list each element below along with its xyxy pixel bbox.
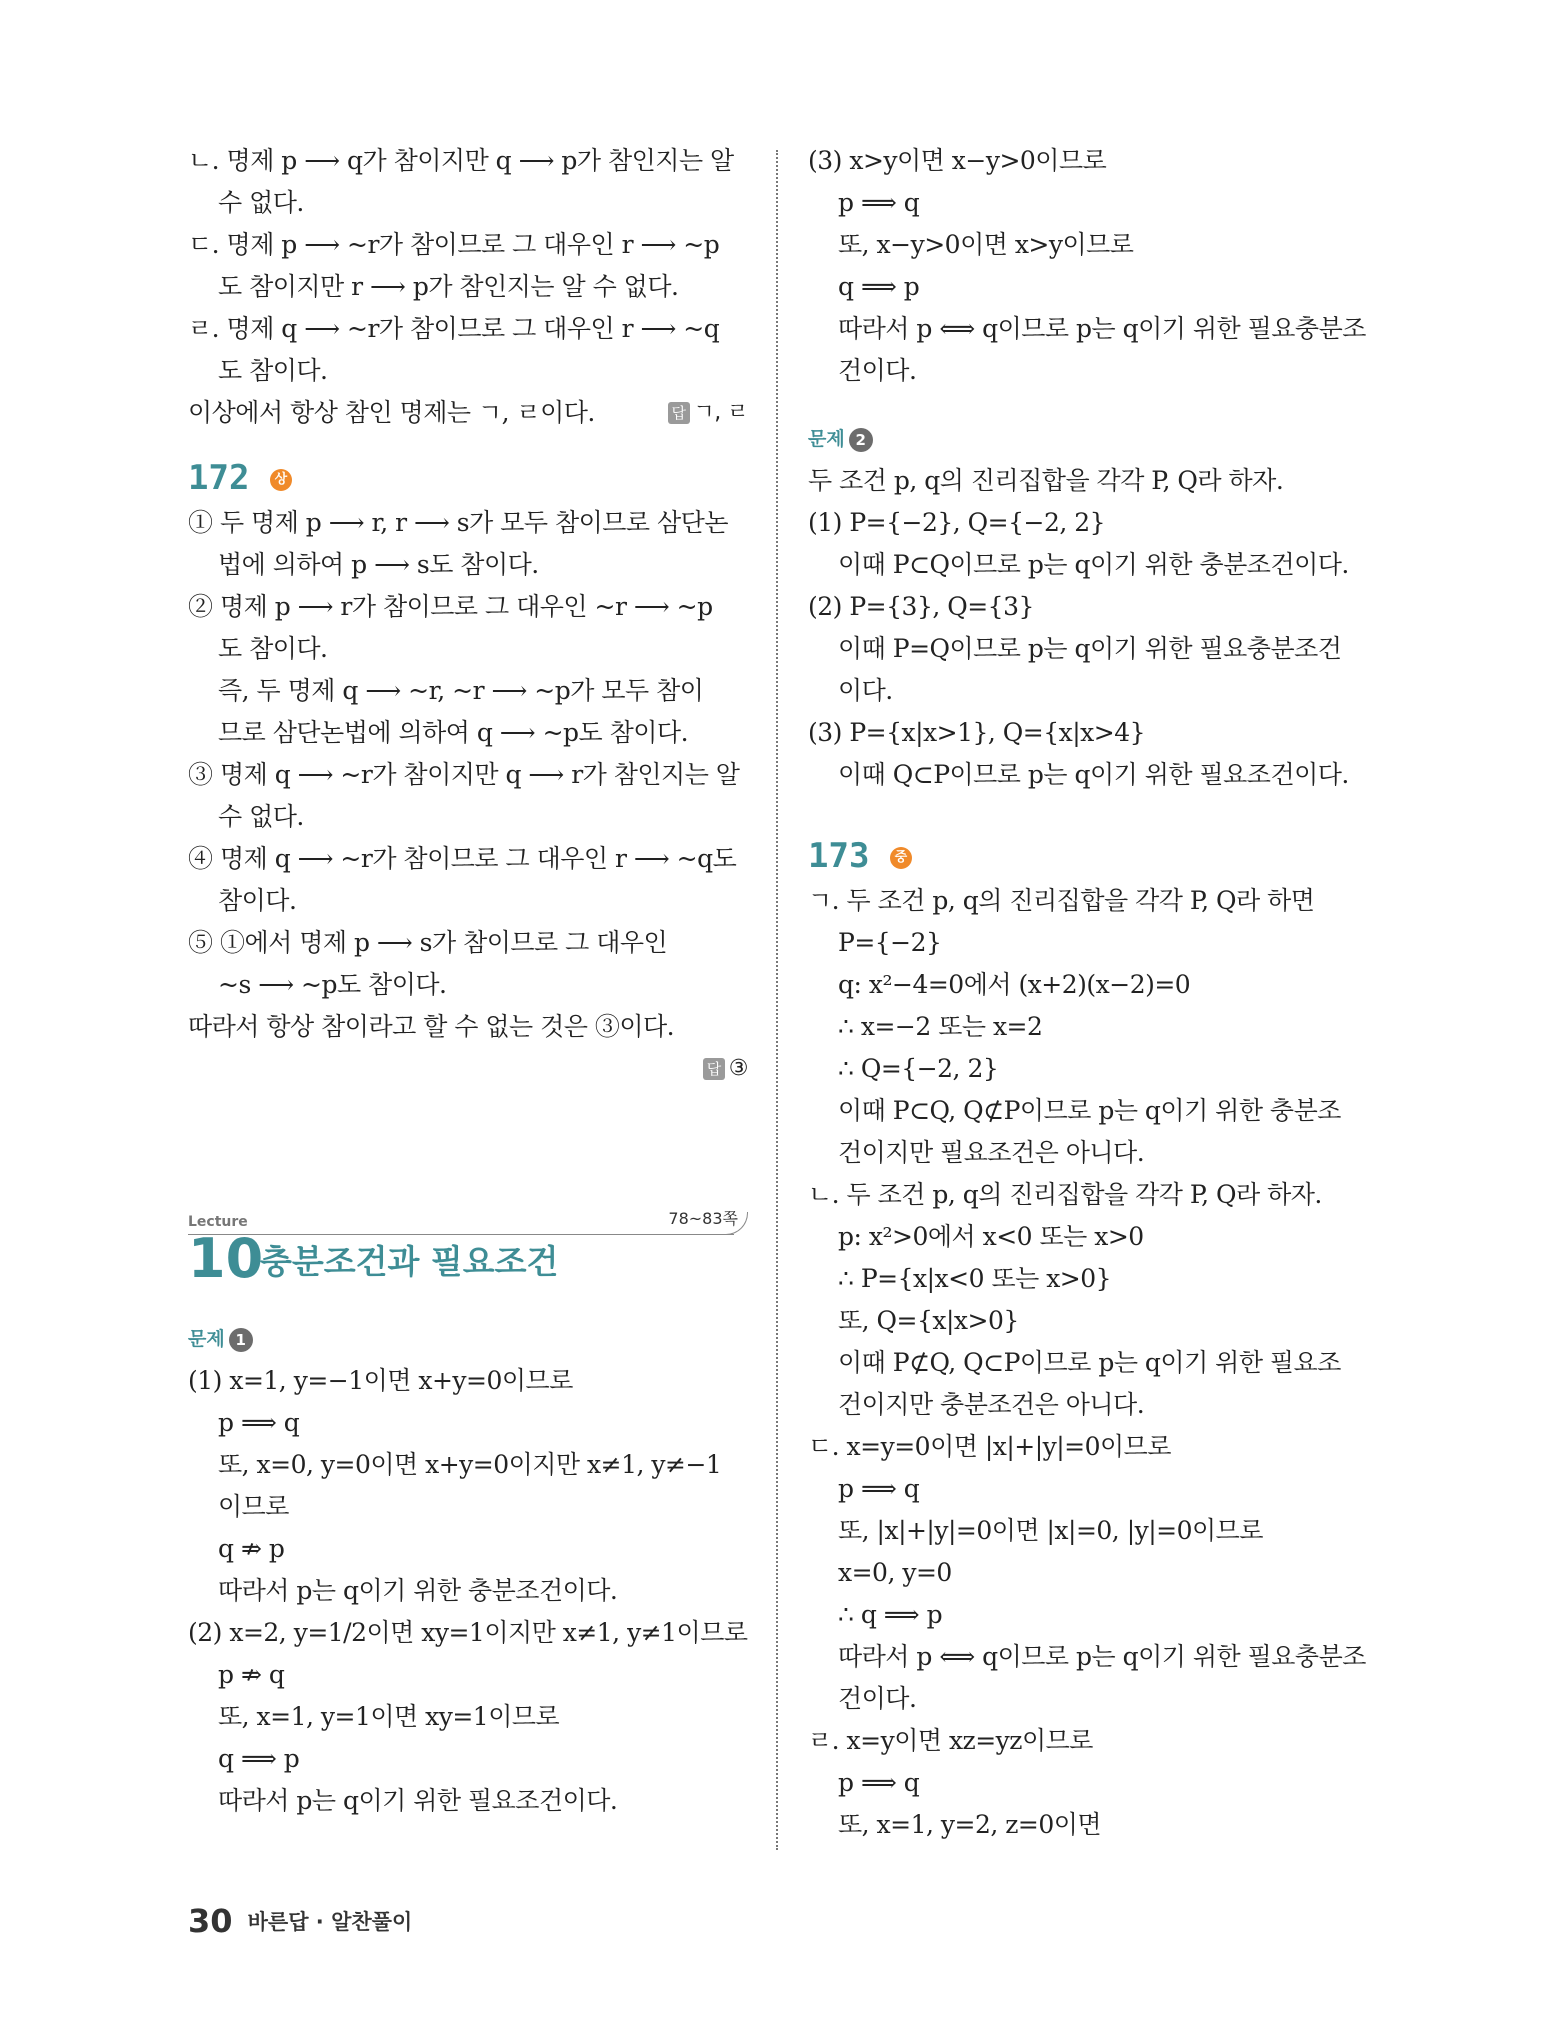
solution-line: 이때 Q⊂P이므로 p는 q이기 위한 필요조건이다. bbox=[838, 760, 1349, 789]
solution-line: 건이지만 필요조건은 아니다. bbox=[838, 1138, 1145, 1167]
solution-line: ㄱ. 두 조건 p, q의 진리집합을 각각 P, Q라 하면 bbox=[808, 886, 1315, 915]
left-column bbox=[188, 140, 748, 1822]
page-footer bbox=[188, 1902, 412, 1940]
solution-line: (2) P={3}, Q={3} bbox=[808, 592, 1034, 621]
solution-line: ∴ x=−2 또는 x=2 bbox=[838, 1012, 1043, 1041]
problem-2-heading: 문제 2 bbox=[808, 418, 1378, 460]
solution-line: ㄹ. 명제 q ⟶ ~r가 참이므로 그 대우인 r ⟶ ~q bbox=[188, 314, 720, 343]
difficulty-badge: 상 bbox=[270, 469, 292, 491]
solution-line: 즉, 두 명제 q ⟶ ~r, ~r ⟶ ~p가 모두 참이 bbox=[218, 676, 704, 705]
lecture-number: 10 bbox=[188, 1227, 264, 1290]
answer-box bbox=[703, 1048, 748, 1090]
solution-line: ③ 명제 q ⟶ ~r가 참이지만 q ⟶ r가 참인지는 알 bbox=[188, 760, 740, 789]
solution-line: p ⟹ q bbox=[838, 1474, 920, 1503]
solution-line: (1) x=1, y=−1이면 x+y=0이므로 bbox=[188, 1366, 573, 1395]
solution-line: 따라서 항상 참이라고 할 수 없는 것은 ③이다. bbox=[188, 1012, 675, 1041]
solution-line: 따라서 p ⟺ q이므로 p는 q이기 위한 필요충분조 bbox=[838, 314, 1366, 343]
answer-row bbox=[188, 1048, 748, 1090]
solution-line: 이때 P⊄Q, Q⊂P이므로 p는 q이기 위한 필요조 bbox=[838, 1348, 1341, 1377]
book-title: 바른답 · 알찬풀이 bbox=[247, 1910, 413, 1934]
solution-line: ⑤ ①에서 명제 p ⟶ s가 참이므로 그 대우인 bbox=[188, 928, 668, 957]
solution-line: 이므로 bbox=[218, 1492, 289, 1521]
page-number: 30 bbox=[188, 1902, 233, 1940]
solution-line: ④ 명제 q ⟶ ~r가 참이므로 그 대우인 r ⟶ ~q도 bbox=[188, 844, 737, 873]
solution-line: ① 두 명제 p ⟶ r, r ⟶ s가 모두 참이므로 삼단논 bbox=[188, 508, 728, 537]
solution-line: (3) P={x|x>1}, Q={x|x>4} bbox=[808, 718, 1146, 747]
solution-line: ~s ⟶ ~p도 참이다. bbox=[218, 970, 447, 999]
solution-line: ∴ Q={−2, 2} bbox=[838, 1054, 999, 1083]
problem-172-solution bbox=[188, 502, 748, 1048]
answer-tag: 답 bbox=[703, 1058, 725, 1080]
solution-line: 도 참이지만 r ⟶ p가 참인지는 알 수 없다. bbox=[218, 272, 679, 301]
solution-line: ∴ q ⟹ p bbox=[838, 1600, 943, 1629]
lecture-title: 충분조건과 필요조건 bbox=[260, 1242, 559, 1281]
solution-line: 또, Q={x|x>0} bbox=[838, 1306, 1019, 1335]
solution-line: ㄷ. x=y=0이면 |x|+|y|=0이므로 bbox=[808, 1432, 1171, 1461]
problem-1-solution bbox=[188, 1360, 748, 1822]
problem-2-solution bbox=[808, 460, 1378, 796]
problem-number-circle: 1 bbox=[229, 1328, 253, 1352]
problem-173-number: 173 중 bbox=[808, 832, 1378, 880]
solution-line: 이다. bbox=[838, 676, 893, 705]
solution-line: p: x²>0에서 x<0 또는 x>0 bbox=[838, 1222, 1144, 1251]
solution-line: 법에 의하여 p ⟶ s도 참이다. bbox=[218, 550, 539, 579]
problem-173-solution bbox=[808, 880, 1378, 1846]
right-column bbox=[808, 140, 1378, 1846]
answer-value: ③ bbox=[728, 1056, 748, 1081]
problem-1-continued bbox=[808, 140, 1378, 392]
solution-line: 두 조건 p, q의 진리집합을 각각 P, Q라 하자. bbox=[808, 466, 1284, 495]
solution-line: p ⇏ q bbox=[218, 1660, 285, 1689]
problem-1-heading: 문제 1 bbox=[188, 1318, 748, 1360]
lecture-label: Lecture bbox=[188, 1214, 248, 1230]
lecture-header bbox=[188, 1206, 748, 1292]
solution-line: 수 없다. bbox=[218, 188, 304, 217]
lecture-page-range: 78~83쪽 bbox=[668, 1209, 738, 1228]
lecture-rule bbox=[188, 1234, 734, 1235]
solution-line: ∴ P={x|x<0 또는 x>0} bbox=[838, 1264, 1112, 1293]
solution-line: p ⟹ q bbox=[838, 1768, 920, 1797]
solution-line: q ⟹ p bbox=[218, 1744, 300, 1773]
solution-line: (3) x>y이면 x−y>0이므로 bbox=[808, 146, 1107, 175]
solution-line: 도 참이다. bbox=[218, 634, 328, 663]
solution-line: ② 명제 p ⟶ r가 참이므로 그 대우인 ~r ⟶ ~p bbox=[188, 592, 713, 621]
solution-line: 따라서 p는 q이기 위한 충분조건이다. bbox=[218, 1576, 618, 1605]
lecture-rule-curve bbox=[725, 1212, 748, 1235]
solution-line: p ⟹ q bbox=[838, 188, 920, 217]
solution-line: (1) P={−2}, Q={−2, 2} bbox=[808, 508, 1106, 537]
solution-line: 참이다. bbox=[218, 886, 297, 915]
solution-line: 이때 P⊂Q, Q⊄P이므로 p는 q이기 위한 충분조 bbox=[838, 1096, 1341, 1125]
solution-line: ㄹ. x=y이면 xz=yz이므로 bbox=[808, 1726, 1093, 1755]
solution-line: 건이다. bbox=[838, 356, 917, 385]
solution-line: 또, x=0, y=0이면 x+y=0이지만 x≠1, y≠−1 bbox=[218, 1450, 722, 1479]
solution-line: p ⟹ q bbox=[218, 1408, 300, 1437]
solution-line: ㄴ. 두 조건 p, q의 진리집합을 각각 P, Q라 하자. bbox=[808, 1180, 1322, 1209]
answer-tag: 답 bbox=[668, 402, 690, 424]
solution-line: 이때 P=Q이므로 p는 q이기 위한 필요충분조건 bbox=[838, 634, 1342, 663]
solution-line: 건이지만 충분조건은 아니다. bbox=[838, 1390, 1145, 1419]
solution-line: 따라서 p ⟺ q이므로 p는 q이기 위한 필요충분조 bbox=[838, 1642, 1366, 1671]
solution-line: 므로 삼단논법에 의하여 q ⟶ ~p도 참이다. bbox=[218, 718, 689, 747]
answer-value: ㄱ, ㄹ bbox=[693, 400, 748, 425]
problem-172-number: 172 상 bbox=[188, 454, 748, 502]
answer-box bbox=[668, 392, 749, 434]
solution-line: 도 참이다. bbox=[218, 356, 328, 385]
answer-row bbox=[188, 392, 748, 434]
solution-line: ㄷ. 명제 p ⟶ ~r가 참이므로 그 대우인 r ⟶ ~p bbox=[188, 230, 720, 259]
solution-line: 또, x=1, y=1이면 xy=1이므로 bbox=[218, 1702, 560, 1731]
solution-line: 또, x−y>0이면 x>y이므로 bbox=[838, 230, 1134, 259]
solution-line: (2) x=2, y=1/2이면 xy=1이지만 x≠1, y≠1이므로 bbox=[188, 1618, 748, 1647]
solution-line: 따라서 p는 q이기 위한 필요조건이다. bbox=[218, 1786, 618, 1815]
prev-solution-continued bbox=[188, 140, 748, 392]
solution-line: 수 없다. bbox=[218, 802, 304, 831]
solution-line: x=0, y=0 bbox=[838, 1558, 952, 1587]
solution-line: ㄴ. 명제 p ⟶ q가 참이지만 q ⟶ p가 참인지는 알 bbox=[188, 146, 734, 175]
solution-line: 이때 P⊂Q이므로 p는 q이기 위한 충분조건이다. bbox=[838, 550, 1349, 579]
column-divider bbox=[776, 150, 778, 1850]
solution-line: q ⇏ p bbox=[218, 1534, 285, 1563]
solution-line: q ⟹ p bbox=[838, 272, 920, 301]
solution-line: 또, |x|+|y|=0이면 |x|=0, |y|=0이므로 bbox=[838, 1516, 1263, 1545]
conclusion-text: 이상에서 항상 참인 명제는 ㄱ, ㄹ이다. bbox=[188, 398, 595, 427]
solution-line: q: x²−4=0에서 (x+2)(x−2)=0 bbox=[838, 970, 1191, 999]
difficulty-badge: 중 bbox=[890, 847, 912, 869]
problem-number-circle: 2 bbox=[849, 428, 873, 452]
solution-line: 건이다. bbox=[838, 1684, 917, 1713]
solution-line: P={−2} bbox=[838, 928, 942, 957]
solution-line: 또, x=1, y=2, z=0이면 bbox=[838, 1810, 1102, 1839]
